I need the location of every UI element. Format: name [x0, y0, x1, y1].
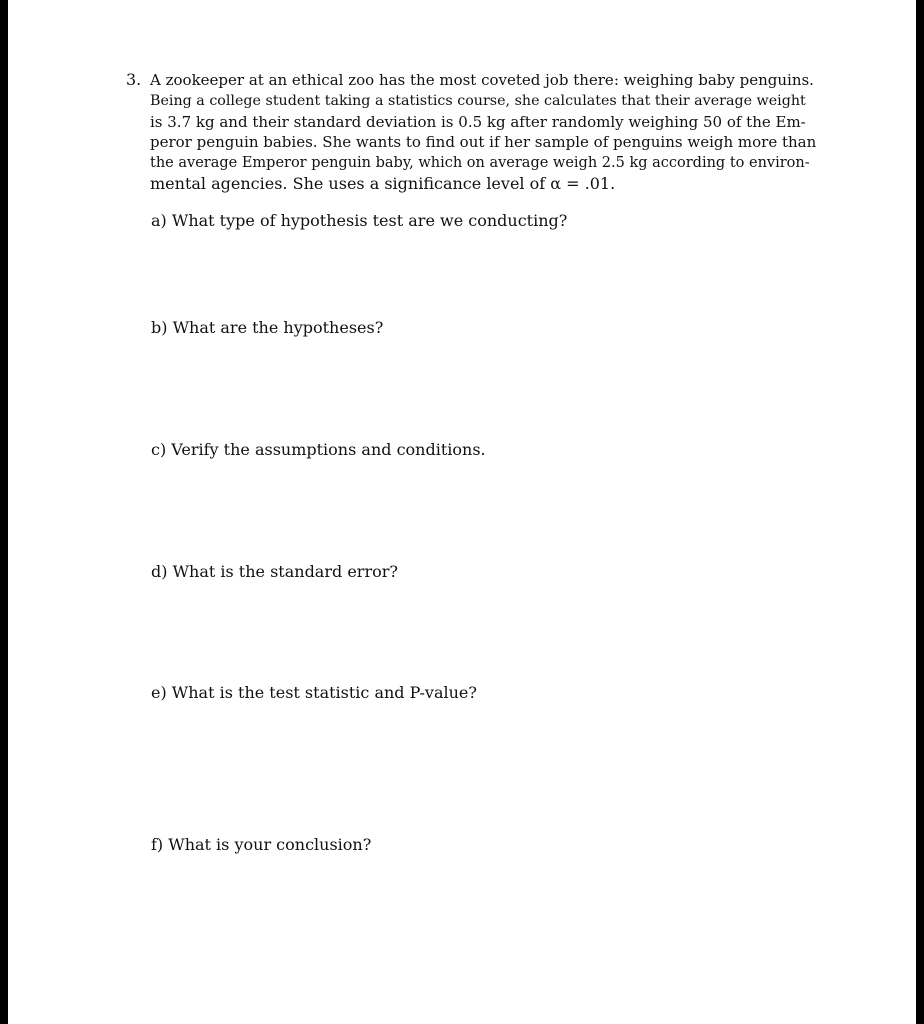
problem-number: 3. — [126, 70, 142, 89]
problem-line: A zookeeper at an ethical zoo has the most coveted job there: weighing baby penguins. — [150, 71, 814, 89]
question-a: a) What type of hypothesis test are we conducting? — [151, 211, 568, 230]
problem-text — [150, 70, 816, 195]
problem-line: peror penguin babies. She wants to find out if her sample of penguins weigh more than — [150, 133, 817, 152]
question-f: f) What is your conclusion? — [151, 835, 372, 854]
problem-line: Being a college student taking a statistics course, she calculates that their average weight — [150, 92, 806, 109]
question-e: e) What is the test statistic and P-value? — [151, 683, 477, 702]
problem-line: the average Emperor penguin baby, which on average weigh 2.5 kg according to environ- — [150, 155, 810, 172]
problem-line: mental agencies. She uses a significance level of α = .01. — [150, 173, 616, 193]
document-page — [8, 0, 916, 1024]
problem-line: is 3.7 kg and their standard deviation is 0.5 kg after randomly weighing 50 of the Em- — [150, 112, 806, 131]
question-b: b) What are the hypotheses? — [151, 318, 384, 337]
problem-statement — [126, 70, 816, 195]
question-d: d) What is the standard error? — [151, 562, 398, 581]
question-c: c) Verify the assumptions and conditions. — [151, 440, 486, 459]
